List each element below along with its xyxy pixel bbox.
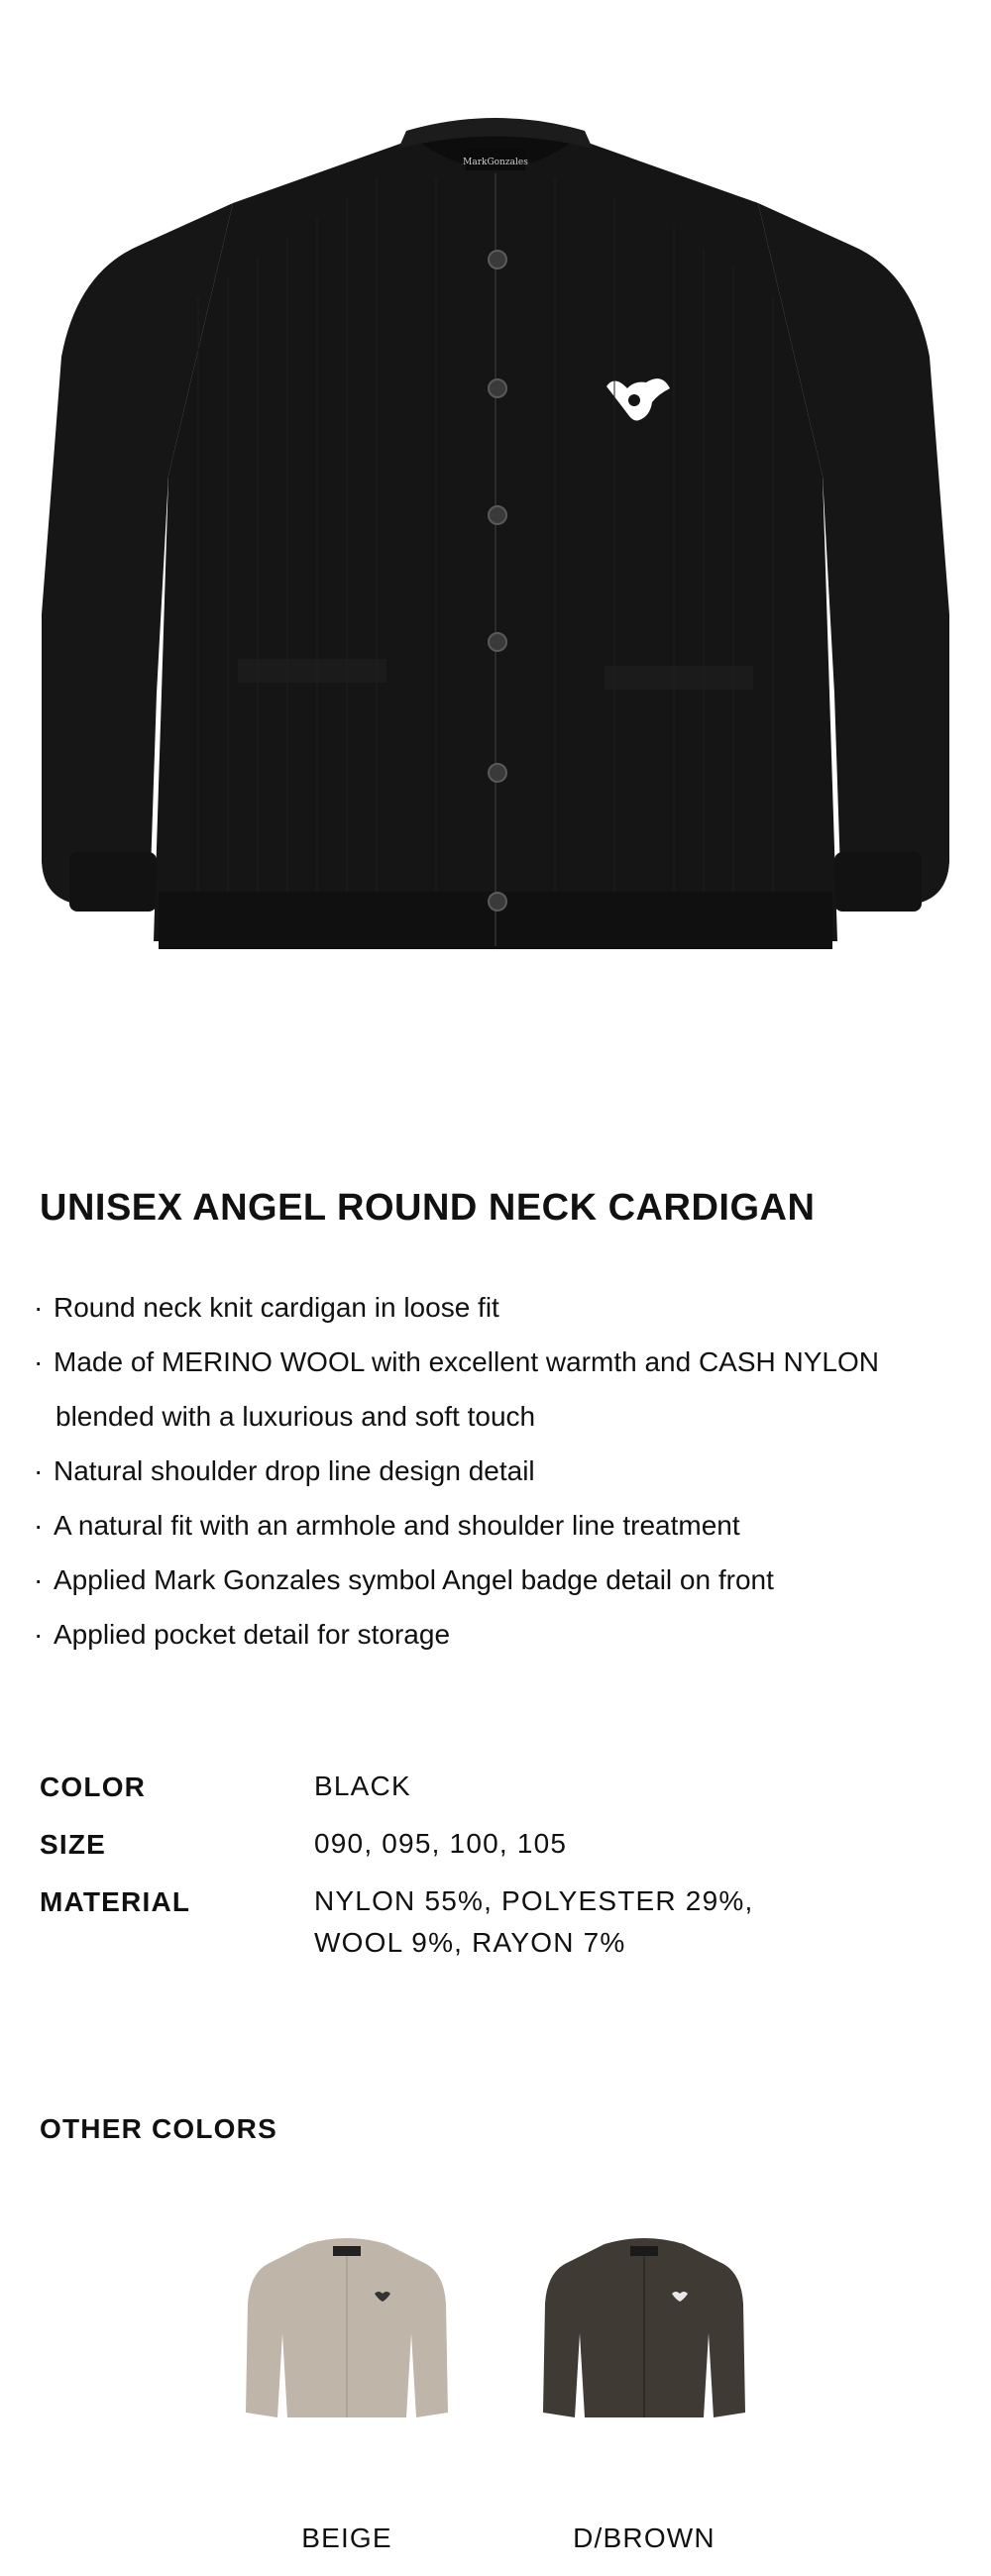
spec-table — [40, 1771, 932, 1986]
feature-list — [34, 1280, 945, 1662]
spec-row-size — [40, 1829, 932, 1865]
other-colors-title: OTHER COLORS — [40, 2113, 277, 2144]
size-value: 090, 095, 100, 105 — [314, 1828, 568, 1859]
spec-row-color — [40, 1771, 932, 1807]
cardigan-thumbnail-beige — [238, 2224, 456, 2442]
size-label: SIZE — [40, 1829, 107, 1860]
feature-item-continued: blended with a luxurious and soft touch — [55, 1401, 536, 1432]
feature-item: · Round neck knit cardigan in loose fit — [34, 1280, 945, 1335]
product-title: UNISEX ANGEL ROUND NECK CARDIGAN — [40, 1187, 816, 1229]
cardigan-illustration — [0, 0, 991, 1050]
feature-item: · Made of MERINO WOOL with excellent warmth and CASH NYLON — [34, 1335, 945, 1389]
cardigan-thumbnail-dbrown — [535, 2224, 753, 2442]
other-color-beige-thumbnail[interactable] — [223, 2224, 471, 2442]
other-color-label-dbrown[interactable]: D/BROWN — [573, 2522, 716, 2553]
feature-item: · A natural fit with an armhole and shoulder line treatment — [34, 1498, 945, 1553]
material-label: MATERIAL — [40, 1886, 191, 1917]
svg-text:MarkGonzales: MarkGonzales — [463, 158, 528, 167]
material-value: NYLON 55%, POLYESTER 29%, WOOL 9%, RAYON 7% — [314, 1885, 754, 1958]
spec-row-material — [40, 1886, 932, 1964]
other-color-dbrown-thumbnail[interactable] — [520, 2224, 768, 2442]
feature-item: · Applied pocket detail for storage — [34, 1607, 945, 1662]
other-color-label-beige[interactable]: BEIGE — [301, 2522, 392, 2553]
color-value: BLACK — [314, 1771, 411, 1801]
product-main-image — [0, 0, 991, 1050]
color-label: COLOR — [40, 1771, 147, 1802]
feature-item: · Natural shoulder drop line design detail — [34, 1444, 945, 1498]
feature-item: · Applied Mark Gonzales symbol Angel badge detail on front — [34, 1553, 945, 1607]
